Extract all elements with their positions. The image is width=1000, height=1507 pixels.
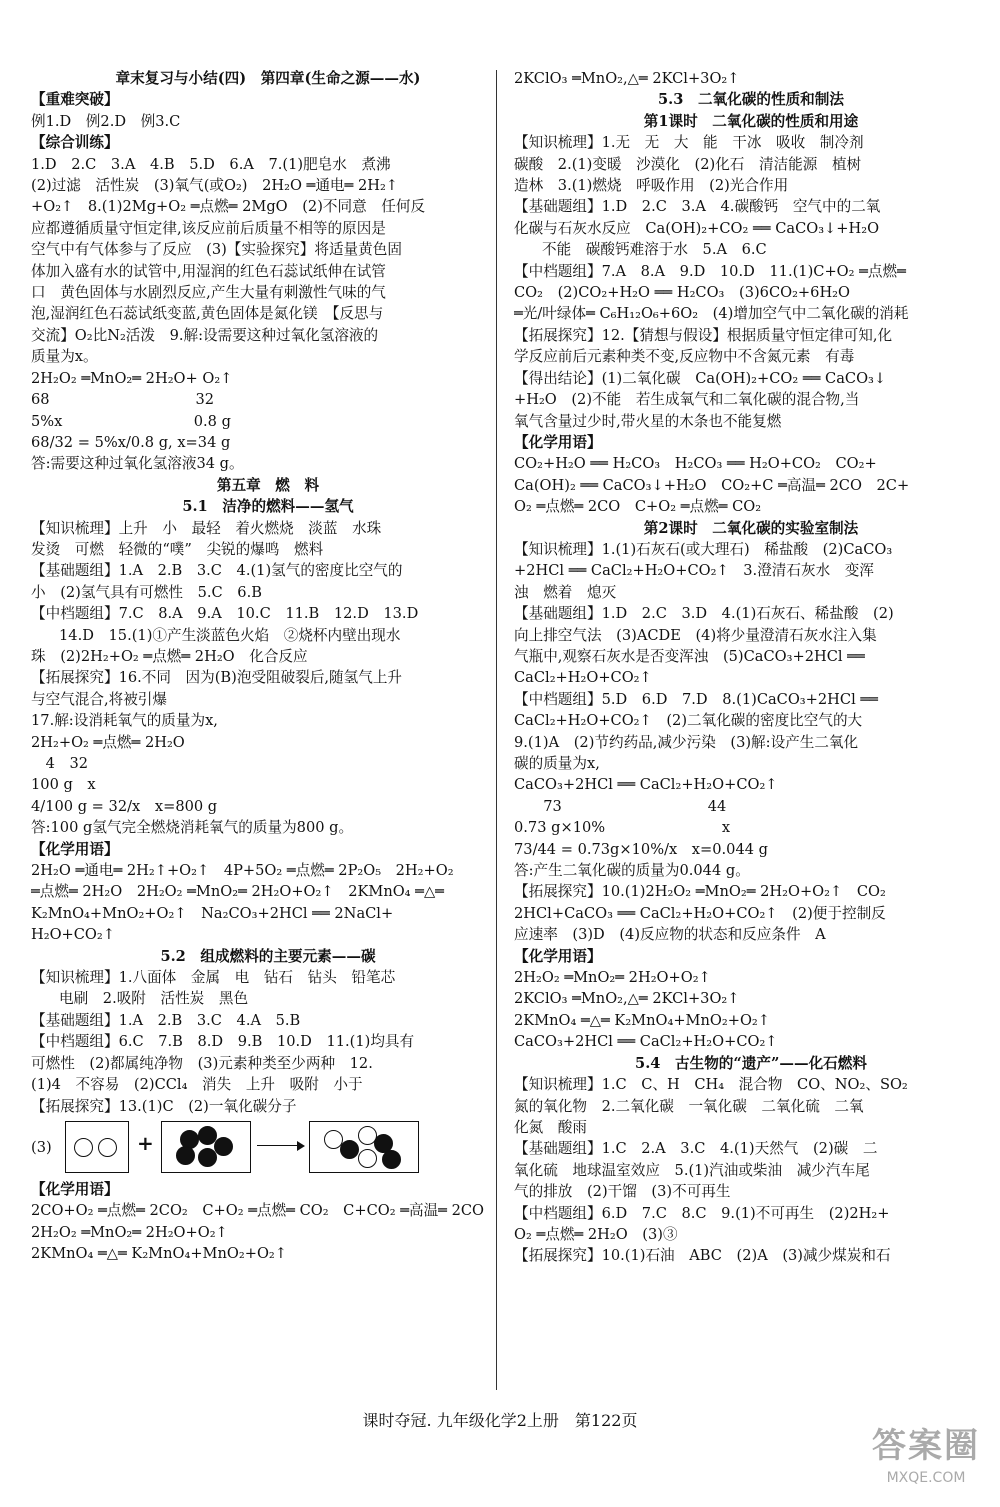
- answer-line: 【基础题组】1.D 2.C 3.D 4.(1)石灰石、稀盐酸 (2): [514, 605, 894, 623]
- answer-line: 泡,湿润红色石蕊试纸变蓝,黄色固体是氮化镁 【反思与: [31, 305, 384, 323]
- answer-line: 化氮 酸雨: [514, 1118, 587, 1136]
- answer-line: 向上排空气法 (3)ACDE (4)将少量澄清石灰水注入集: [514, 626, 877, 644]
- equation-line: ═点燃═ 2H₂O 2H₂O₂ ═MnO₂═ 2H₂O+O₂↑ 2KMnO₄ ═△═: [31, 883, 444, 901]
- answer-line: 【拓展探究】12.【猜想与假设】根据质量守恒定律可知,化: [514, 326, 893, 344]
- carbon-atom: [176, 1146, 195, 1165]
- equation-line: 2H₂O₂ ═MnO₂═ 2H₂O+O₂↑: [31, 1223, 228, 1241]
- answer-line: 答:100 g氢气完全燃烧消耗氧气的质量为800 g。: [31, 819, 354, 837]
- equation-line: 2H₂+O₂ ═点燃═ 2H₂O: [31, 733, 185, 751]
- carbon-box: [161, 1121, 251, 1173]
- answer-line: 与空气混合,将被引爆: [31, 690, 167, 708]
- answer-line: 【知识梳理】1.C C、H CH₄ 混合物 CO、NO₂、SO₂: [514, 1076, 908, 1094]
- lesson-title: 第2课时 二氧化碳的实验室制法: [643, 519, 859, 537]
- watermark-url: MXQE.COM: [886, 1470, 966, 1486]
- calc-line: 4 32: [31, 755, 89, 772]
- equation-line: H₂O+CO₂↑: [31, 926, 115, 944]
- section-tag: 【化学用语】: [31, 1180, 119, 1198]
- answer-line: 【中档题组】7.C 8.A 9.A 10.C 11.B 12.D 13.D: [31, 605, 419, 623]
- answer-line: 【基础题组】1.A 2.B 3.C 4.A 5.B: [31, 1011, 301, 1029]
- answer-line: 【中档题组】5.D 6.D 7.D 8.(1)CaCO₃+2HCl ══: [514, 690, 878, 708]
- answer-line: 质量为x。: [31, 348, 98, 366]
- answer-line: 答:需要这种过氧化氢溶液34 g。: [31, 455, 244, 473]
- left-column: [31, 68, 505, 1265]
- calc-line: 0.73 g×10% x: [514, 819, 731, 837]
- answer-line: 9.(1)A (2)节约药品,减少污染 (3)解:设产生二氧化: [514, 733, 859, 751]
- answer-line: 答:产生二氧化碳的质量为0.044 g。: [514, 862, 750, 880]
- section-title: 5.3 二氧化碳的性质和制法: [658, 91, 844, 109]
- lesson-title: 第1课时 二氧化碳的性质和用途: [643, 112, 859, 130]
- answer-line: 口 黄色固体与水剧烈反应,产生大量有刺激性气味的气: [31, 284, 386, 302]
- equation-line: 2H₂O ═通电═ 2H₂↑+O₂↑ 4P+5O₂ ═点燃═ 2P₂O₅ 2H₂+O₂: [31, 862, 454, 880]
- section-tag: 【化学用语】: [514, 433, 602, 451]
- section-title: 5.1 洁净的燃料——氢气: [182, 498, 354, 516]
- answer-line: 应都遵循质量守恒定律,该反应前后质量不相等的原因是: [31, 219, 386, 237]
- answer-line: 【知识梳理】1.(1)石灰石(或大理石) 稀盐酸 (2)CaCO₃: [514, 540, 893, 558]
- answer-line: 小 (2)氢气具有可燃性 5.C 6.B: [31, 583, 262, 601]
- answer-line: 空气中有气体参与了反应 (3)【实验探究】将适量黄色固: [31, 241, 402, 259]
- answer-line: 【拓展探究】10.(1)2H₂O₂ ═MnO₂═ 2H₂O+O₂↑ CO₂: [514, 883, 886, 901]
- answer-line: 【基础题组】1.C 2.A 3.C 4.(1)天然气 (2)碳 二: [514, 1140, 878, 1158]
- answer-line: 【知识梳理】1.无 无 大 能 干冰 吸收 制冷剂: [514, 134, 864, 152]
- calc-line: 68/32 = 5%x/0.8 g, x=34 g: [31, 433, 231, 451]
- answer-line: 氮的氧化物 2.二氧化碳 一氧化碳 二氧化硫 二氧: [514, 1097, 864, 1115]
- answer-line: CO₂ (2)CO₂+H₂O ══ H₂CO₃ (3)6CO₂+6H₂O: [514, 284, 850, 302]
- equation-line: 2CO+O₂ ═点燃═ 2CO₂ C+O₂ ═点燃═ CO₂ C+CO₂ ═高温═ 2CO: [31, 1202, 485, 1220]
- answer-line: 【拓展探究】10.(1)石油 ABC (2)A (3)减少煤炭和石: [514, 1247, 891, 1265]
- answer-line: 浊 燃着 熄灭: [514, 583, 617, 601]
- watermark-logo: [862, 1424, 990, 1500]
- answer-line: 可燃性 (2)都属纯净物 (3)元素种类至少两种 12.: [31, 1054, 373, 1072]
- molecule-diagram: [31, 1117, 505, 1179]
- section-tag: 【化学用语】: [514, 947, 602, 965]
- equation-line: 2KClO₃ ═MnO₂,△═ 2KCl+3O₂↑: [514, 990, 740, 1008]
- answer-line: 【知识梳理】1.八面体 金属 电 钻石 钻头 铅笔芯: [31, 969, 396, 987]
- section-tag: 【化学用语】: [31, 840, 119, 858]
- equation-line: 2H₂O₂ ═MnO₂═ 2H₂O+O₂↑: [514, 969, 711, 987]
- page-footer: 课时夺冠. 九年级化学2上册 第122页: [362, 1411, 638, 1430]
- equation-line: CaCO₃+2HCl ══ CaCl₂+H₂O+CO₂↑: [514, 1033, 778, 1051]
- equation-line: 2KClO₃ ═MnO₂,△═ 2KCl+3O₂↑: [514, 70, 740, 87]
- section-title: 5.4 古生物的“遗产”——化石燃料: [635, 1054, 867, 1072]
- arrow: [257, 1145, 299, 1147]
- answer-line: 【拓展探究】13.(1)C (2)一氧化碳分子: [31, 1097, 297, 1115]
- answer-line: 珠 (2)2H₂+O₂ ═点燃═ 2H₂O 化合反应: [31, 647, 308, 665]
- arrow-head: [297, 1141, 305, 1151]
- answer-line: 不能 碳酸钙难溶于水 5.A 6.C: [542, 241, 767, 259]
- calc-line: 73 44: [514, 797, 727, 815]
- answer-line: 【拓展探究】16.不同 因为(B)泡受阻破裂后,随氢气上升: [31, 669, 403, 687]
- diagram-label: (3): [31, 1138, 52, 1156]
- answer-line: 碳的质量为x,: [514, 755, 600, 772]
- oxygen-atom: [98, 1138, 117, 1157]
- answer-line: 气瓶中,观察石灰水是否变浑浊 (5)CaCO₃+2HCl ══: [514, 647, 865, 665]
- answer-line: 体加入盛有水的试管中,用湿润的红色石蕊试纸伸在试管: [31, 262, 386, 280]
- answer-line: +O₂↑ 8.(1)2Mg+O₂ ═点燃═ 2MgO (2)不同意 任何反: [31, 198, 426, 216]
- answer-line: 学反应前后元素种类不变,反应物中不含氮元素 有毒: [514, 348, 855, 366]
- co-molecule-box: [309, 1121, 419, 1173]
- answer-line: 14.D 15.(1)①产生淡蓝色火焰 ②烧杯内壁出现水: [59, 626, 401, 644]
- carbon-atom: [340, 1140, 359, 1159]
- carbon-atom: [382, 1150, 401, 1169]
- answer-line: 【得出结论】(1)二氧化碳 Ca(OH)₂+CO₂ ══ CaCO₃↓: [514, 369, 887, 387]
- section-title: 5.2 组成燃料的主要元素——碳: [160, 947, 376, 965]
- section-tag: 【重难突破】: [31, 91, 119, 109]
- co2-molecule-box: [65, 1121, 129, 1173]
- answer-line: 【中档题组】6.D 7.C 8.C 9.(1)不可再生 (2)2H₂+: [514, 1204, 890, 1222]
- answer-line: 【知识梳理】上升 小 最轻 着火燃烧 淡蓝 水珠: [31, 519, 382, 537]
- column-divider: [496, 70, 497, 1390]
- answer-line: 应速率 (3)D (4)反应物的状态和反应条件 A: [514, 926, 826, 944]
- answer-line: 2HCl+CaCO₃ ══ CaCl₂+H₂O+CO₂↑ (2)便于控制反: [514, 904, 886, 922]
- answer-line: (1)4 不容易 (2)CCl₄ 消失 上升 吸附 小于: [31, 1076, 363, 1094]
- answer-line: CaCl₂+H₂O+CO₂↑: [514, 669, 652, 687]
- watermark-text: 答案圈: [872, 1426, 980, 1466]
- answer-line: +2HCl ══ CaCl₂+H₂O+CO₂↑ 3.澄清石灰水 变浑: [514, 562, 874, 580]
- oxygen-atom: [74, 1138, 93, 1157]
- equation-line: CO₂+H₂O ══ H₂CO₃ H₂CO₃ ══ H₂O+CO₂ CO₂+: [514, 455, 877, 473]
- calc-line: 4/100 g = 32/x x=800 g: [31, 797, 218, 815]
- right-column: [514, 68, 988, 1267]
- answer-line: CaCl₂+H₂O+CO₂↑ (2)二氧化碳的密度比空气的大: [514, 712, 863, 730]
- plus-sign: +: [137, 1130, 154, 1155]
- answer-line: 【基础题组】1.A 2.B 3.C 4.(1)氢气的密度比空气的: [31, 562, 403, 580]
- oxygen-atom: [358, 1149, 377, 1168]
- equation-line: CaCO₃+2HCl ══ CaCl₂+H₂O+CO₂↑: [514, 776, 778, 794]
- answer-line: 化碳与石灰水反应 Ca(OH)₂+CO₂ ══ CaCO₃↓+H₂O: [514, 219, 880, 237]
- equation-line: O₂ ═点燃═ 2CO C+O₂ ═点燃═ CO₂: [514, 498, 762, 516]
- equation-line: Ca(OH)₂ ══ CaCO₃↓+H₂O CO₂+C ═高温═ 2CO 2C+: [514, 476, 910, 494]
- calc-line: 68 32: [31, 391, 215, 409]
- answer-line: 氧气含量过少时,带火星的木条也不能复燃: [514, 412, 782, 430]
- chapter-review-title: 章末复习与小结(四) 第四章(生命之源——水): [115, 70, 421, 87]
- answer-line: 1.D 2.C 3.A 4.B 5.D 6.A 7.(1)肥皂水 煮沸: [31, 155, 391, 173]
- answer-line: 例1.D 例2.D 例3.C: [31, 112, 181, 130]
- carbon-atom: [214, 1137, 233, 1156]
- answer-line: 交流】O₂比N₂活泼 9.解:设需要这种过氧化氢溶液的: [31, 326, 379, 344]
- answer-line: O₂ ═点燃═ 2H₂O (3)③: [514, 1225, 678, 1243]
- answer-line: +H₂O (2)不能 若生成氧气和二氧化碳的混合物,当: [514, 391, 860, 409]
- answer-line: 【基础题组】1.D 2.C 3.A 4.碳酸钙 空气中的二氧: [514, 198, 881, 216]
- chapter-title: 第五章 燃 料: [216, 476, 320, 494]
- answer-line: 氧化硫 地球温室效应 5.(1)汽油或柴油 减少汽车尾: [514, 1161, 870, 1179]
- answer-line: 碳酸 2.(1)变暖 沙漠化 (2)化石 清洁能源 植树: [514, 155, 862, 173]
- section-tag: 【综合训练】: [31, 134, 119, 152]
- answer-line: ═光/叶绿体═ C₆H₁₂O₆+6O₂ (4)增加空气中二氧化碳的消耗: [514, 305, 909, 323]
- equation-line: 2KMnO₄ ═△═ K₂MnO₄+MnO₂+O₂↑: [31, 1245, 287, 1263]
- calc-line: 73/44 = 0.73g×10%/x x=0.044 g: [514, 840, 769, 858]
- answer-line: 发烫 可燃 轻微的“噗” 尖锐的爆鸣 燃料: [31, 540, 324, 558]
- equation-line: K₂MnO₄+MnO₂+O₂↑ Na₂CO₃+2HCl ══ 2NaCl+: [31, 904, 394, 922]
- calc-line: 100 g x: [31, 776, 96, 794]
- answer-line: 造林 3.(1)燃烧 呼吸作用 (2)光合作用: [514, 177, 789, 195]
- answer-line: 17.解:设消耗氧气的质量为x,: [31, 712, 218, 730]
- answer-line: (2)过滤 活性炭 (3)氧气(或O₂) 2H₂O ═通电═ 2H₂↑: [31, 177, 399, 195]
- answer-line: 气的排放 (2)干馏 (3)不可再生: [514, 1183, 731, 1201]
- equation-line: 2H₂O₂ ═MnO₂═ 2H₂O+ O₂↑: [31, 369, 233, 387]
- calc-line: 5%x 0.8 g: [31, 412, 231, 430]
- answer-line: 【中档题组】7.A 8.A 9.D 10.D 11.(1)C+O₂ ═点燃═: [514, 262, 906, 280]
- answer-line: 电刷 2.吸附 活性炭 黑色: [59, 990, 249, 1008]
- equation-line: 2KMnO₄ ═△═ K₂MnO₄+MnO₂+O₂↑: [514, 1011, 770, 1029]
- answer-line: 【中档题组】6.C 7.B 8.D 9.B 10.D 11.(1)均具有: [31, 1033, 415, 1051]
